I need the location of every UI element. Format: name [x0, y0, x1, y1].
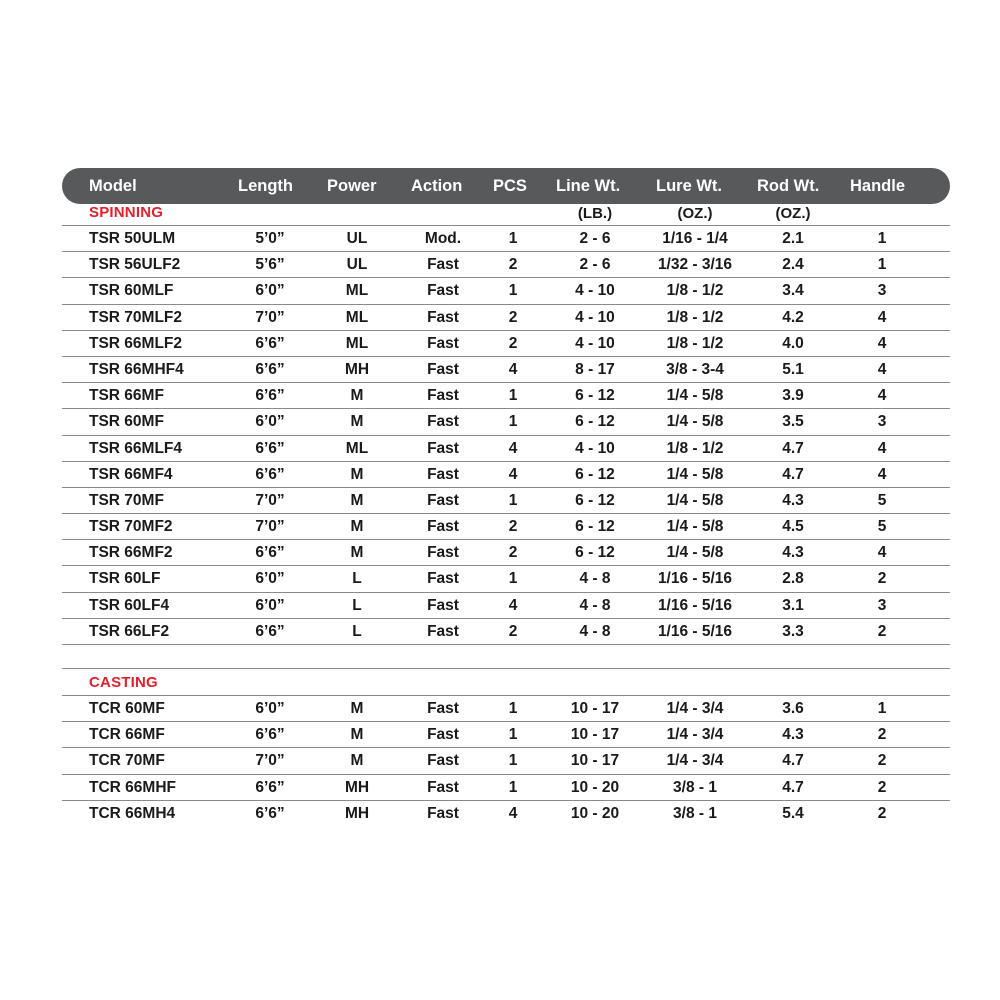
unit-rod-wt: (OZ.) [775, 205, 811, 222]
cell-lure-wt: 1/8 - 1/2 [666, 308, 724, 326]
cell-handle: 1 [877, 256, 887, 274]
cell-lure-wt: 1/4 - 3/4 [666, 726, 724, 744]
cell-pcs: 1 [508, 752, 518, 770]
cell-lure-wt: 1/4 - 5/8 [666, 544, 724, 562]
cell-length: 7’0” [255, 308, 285, 326]
cell-line-wt: 10 - 20 [570, 804, 620, 822]
table-row [62, 514, 950, 540]
cell-handle: 2 [877, 570, 887, 588]
cell-rod-wt: 4.7 [782, 439, 804, 457]
cell-action: Fast [427, 256, 459, 274]
cell-pcs: 1 [508, 230, 518, 247]
cell-rod-wt: 3.3 [782, 622, 804, 640]
cell-power: M [350, 700, 364, 717]
cell-action: Fast [427, 282, 459, 300]
cell-model: TSR 66MF4 [89, 465, 173, 483]
cell-model: TSR 70MF [89, 491, 164, 509]
cell-model: TSR 66MLF4 [89, 439, 183, 457]
cell-rod-wt: 2.4 [782, 256, 804, 274]
cell-length: 6’0” [255, 596, 285, 614]
table-row [62, 488, 950, 514]
cell-action: Fast [427, 700, 459, 717]
cell-length: 6’6” [255, 360, 285, 378]
cell-power: M [350, 518, 364, 536]
cell-rod-wt: 3.1 [782, 596, 804, 614]
cell-pcs: 4 [508, 439, 518, 457]
cell-power: M [350, 752, 364, 770]
cell-pcs: 1 [508, 282, 518, 300]
cell-line-wt: 4 - 10 [575, 439, 615, 457]
cell-pcs: 1 [508, 387, 518, 405]
cell-model: TSR 70MF2 [89, 518, 173, 536]
cell-action: Fast [427, 726, 459, 744]
cell-pcs: 2 [508, 544, 518, 562]
cell-line-wt: 10 - 20 [570, 778, 620, 796]
cell-action: Fast [427, 360, 459, 378]
cell-model: TSR 60LF4 [89, 596, 170, 614]
header-lure-wt: Lure Wt. [656, 177, 722, 195]
cell-power: MH [344, 360, 370, 378]
header-handle: Handle [850, 177, 906, 195]
cell-line-wt: 4 - 8 [579, 570, 611, 588]
cell-rod-wt: 4.3 [782, 544, 804, 562]
cell-lure-wt: 1/8 - 1/2 [666, 334, 724, 352]
cell-model: TCR 66MHF [89, 778, 176, 796]
cell-lure-wt: 1/4 - 5/8 [666, 518, 724, 536]
cell-length: 6’6” [255, 622, 285, 640]
cell-rod-wt: 5.1 [782, 360, 804, 378]
cell-model: TSR 66LF2 [89, 622, 170, 640]
table-row [62, 566, 950, 592]
cell-lure-wt: 1/16 - 5/16 [657, 622, 733, 640]
section-title-casting: CASTING [89, 674, 158, 691]
cell-model: TSR 66MLF2 [89, 334, 183, 352]
cell-line-wt: 4 - 8 [579, 596, 611, 614]
cell-length: 7’0” [255, 518, 285, 536]
cell-rod-wt: 4.7 [782, 778, 804, 796]
cell-pcs: 4 [508, 804, 518, 822]
table-row [62, 540, 950, 566]
cell-line-wt: 2 - 6 [579, 230, 611, 247]
cell-handle: 1 [877, 700, 887, 717]
cell-lure-wt: 1/32 - 3/16 [657, 256, 733, 274]
cell-model: TCR 66MF [89, 726, 165, 744]
header-model: Model [89, 177, 137, 195]
cell-line-wt: 6 - 12 [575, 387, 615, 405]
cell-rod-wt: 3.9 [782, 387, 804, 405]
cell-line-wt: 10 - 17 [570, 752, 620, 770]
cell-lure-wt: 1/8 - 1/2 [666, 282, 724, 300]
table-row [62, 775, 950, 801]
table-row [62, 593, 950, 619]
cell-line-wt: 6 - 12 [575, 544, 615, 562]
cell-action: Fast [427, 622, 459, 640]
table-row [62, 383, 950, 409]
cell-lure-wt: 1/16 - 5/16 [657, 596, 733, 614]
cell-model: TSR 70MLF2 [89, 308, 183, 326]
cell-lure-wt: 1/16 - 1/4 [662, 230, 728, 247]
cell-action: Fast [427, 465, 459, 483]
cell-action: Fast [427, 752, 459, 770]
table-row [62, 226, 950, 252]
cell-lure-wt: 1/16 - 5/16 [657, 570, 733, 588]
cell-power: M [350, 726, 364, 744]
cell-line-wt: 10 - 17 [570, 726, 620, 744]
cell-length: 6’6” [255, 465, 285, 483]
cell-action: Fast [427, 387, 459, 405]
cell-pcs: 1 [508, 726, 518, 744]
table-row [62, 409, 950, 435]
cell-action: Fast [427, 570, 459, 588]
cell-pcs: 1 [508, 413, 518, 431]
cell-line-wt: 6 - 12 [575, 413, 615, 431]
cell-handle: 5 [877, 518, 887, 536]
cell-action: Fast [427, 439, 459, 457]
cell-model: TSR 66MF [89, 387, 164, 405]
cell-pcs: 1 [508, 491, 518, 509]
cell-handle: 2 [877, 804, 887, 822]
cell-line-wt: 6 - 12 [575, 518, 615, 536]
cell-pcs: 4 [508, 360, 518, 378]
cell-length: 7’0” [255, 752, 285, 770]
cell-rod-wt: 5.4 [782, 804, 804, 822]
cell-lure-wt: 1/4 - 5/8 [666, 413, 724, 431]
cell-handle: 4 [877, 387, 887, 405]
cell-lure-wt: 1/4 - 5/8 [666, 491, 724, 509]
cell-length: 6’6” [255, 726, 285, 744]
header-rod-wt: Rod Wt. [757, 177, 820, 195]
cell-lure-wt: 3/8 - 3-4 [666, 360, 724, 378]
cell-lure-wt: 3/8 - 1 [673, 778, 717, 796]
cell-pcs: 2 [508, 334, 518, 352]
cell-action: Mod. [424, 230, 462, 247]
cell-rod-wt: 4.5 [782, 518, 804, 536]
cell-power: L [352, 596, 362, 614]
cell-power: ML [345, 439, 369, 457]
cell-power: ML [345, 308, 369, 326]
cell-action: Fast [427, 544, 459, 562]
cell-power: UL [346, 256, 368, 274]
cell-length: 6’0” [255, 570, 285, 588]
cell-lure-wt: 1/4 - 3/4 [666, 752, 724, 770]
cell-line-wt: 6 - 12 [575, 465, 615, 483]
cell-rod-wt: 4.2 [782, 308, 804, 326]
cell-power: MH [344, 804, 370, 822]
cell-pcs: 2 [508, 308, 518, 326]
cell-pcs: 4 [508, 465, 518, 483]
cell-length: 6’6” [255, 544, 285, 562]
cell-handle: 3 [877, 596, 887, 614]
cell-model: TSR 66MHF4 [89, 360, 184, 378]
cell-handle: 3 [877, 282, 887, 300]
cell-length: 5’0” [255, 230, 285, 247]
cell-rod-wt: 3.4 [782, 282, 804, 300]
header-line-wt: Line Wt. [556, 177, 621, 195]
cell-rod-wt: 4.3 [782, 491, 804, 509]
cell-line-wt: 10 - 17 [570, 700, 620, 717]
cell-line-wt: 4 - 10 [575, 334, 615, 352]
cell-pcs: 1 [508, 700, 518, 717]
cell-model: TSR 66MF2 [89, 544, 173, 562]
cell-handle: 4 [877, 334, 887, 352]
cell-power: M [350, 387, 364, 405]
cell-rod-wt: 2.8 [782, 570, 804, 588]
table-row [62, 252, 950, 278]
cell-length: 5’6” [255, 256, 285, 274]
table-row [62, 801, 950, 827]
cell-model: TSR 60MLF [89, 282, 174, 300]
header-length: Length [238, 177, 293, 195]
cell-length: 6’6” [255, 804, 285, 822]
cell-model: TSR 60MF [89, 413, 164, 431]
cell-pcs: 1 [508, 570, 518, 588]
cell-line-wt: 8 - 17 [575, 360, 615, 378]
cell-pcs: 1 [508, 778, 518, 796]
unit-line-wt: (LB.) [577, 205, 613, 222]
spinning-table [62, 226, 950, 645]
cell-power: L [352, 570, 362, 588]
cell-power: M [350, 491, 364, 509]
table-row [62, 436, 950, 462]
cell-model: TSR 56ULF2 [89, 256, 181, 274]
section-title-spinning: SPINNING [89, 204, 164, 221]
cell-lure-wt: 1/8 - 1/2 [666, 439, 724, 457]
cell-lure-wt: 1/4 - 5/8 [666, 387, 724, 405]
cell-handle: 2 [877, 752, 887, 770]
table-row [62, 619, 950, 645]
table-row [62, 696, 950, 722]
cell-rod-wt: 4.7 [782, 465, 804, 483]
divider [62, 668, 950, 669]
cell-pcs: 2 [508, 256, 518, 274]
cell-handle: 3 [877, 413, 887, 431]
cell-line-wt: 4 - 10 [575, 308, 615, 326]
table-row [62, 462, 950, 488]
cell-rod-wt: 3.6 [782, 700, 804, 717]
cell-power: ML [345, 334, 369, 352]
cell-action: Fast [427, 413, 459, 431]
cell-handle: 2 [877, 726, 887, 744]
cell-model: TSR 50ULM [89, 230, 176, 247]
table-header [62, 168, 950, 204]
cell-action: Fast [427, 491, 459, 509]
cell-rod-wt: 3.5 [782, 413, 804, 431]
cell-pcs: 2 [508, 622, 518, 640]
cell-power: M [350, 544, 364, 562]
cell-rod-wt: 2.1 [782, 230, 804, 247]
cell-handle: 4 [877, 308, 887, 326]
cell-handle: 4 [877, 439, 887, 457]
cell-length: 6’0” [255, 282, 285, 300]
cell-model: TSR 60LF [89, 570, 161, 588]
cell-action: Fast [427, 334, 459, 352]
cell-model: TCR 66MH4 [89, 804, 176, 822]
cell-power: M [350, 413, 364, 431]
cell-rod-wt: 4.0 [782, 334, 804, 352]
table-row [62, 357, 950, 383]
unit-lure-wt: (OZ.) [677, 205, 713, 222]
table-row [62, 722, 950, 748]
cell-line-wt: 4 - 8 [579, 622, 611, 640]
cell-handle: 4 [877, 465, 887, 483]
table-row [62, 748, 950, 774]
cell-length: 6’0” [255, 700, 285, 717]
cell-action: Fast [427, 596, 459, 614]
header-action: Action [411, 177, 463, 195]
cell-power: M [350, 465, 364, 483]
cell-length: 7’0” [255, 491, 285, 509]
cell-power: ML [345, 282, 369, 300]
cell-line-wt: 4 - 10 [575, 282, 615, 300]
cell-action: Fast [427, 308, 459, 326]
cell-model: TCR 60MF [89, 700, 165, 717]
cell-pcs: 4 [508, 596, 518, 614]
cell-model: TCR 70MF [89, 752, 165, 770]
cell-handle: 1 [877, 230, 887, 247]
cell-rod-wt: 4.7 [782, 752, 804, 770]
table-row [62, 331, 950, 357]
cell-action: Fast [427, 778, 459, 796]
cell-power: MH [344, 778, 370, 796]
cell-length: 6’0” [255, 413, 285, 431]
casting-table [62, 696, 950, 827]
cell-action: Fast [427, 518, 459, 536]
table-row [62, 305, 950, 331]
cell-handle: 4 [877, 544, 887, 562]
table-row [62, 278, 950, 304]
cell-pcs: 2 [508, 518, 518, 536]
cell-length: 6’6” [255, 387, 285, 405]
cell-length: 6’6” [255, 334, 285, 352]
cell-power: L [352, 622, 362, 640]
header-pcs: PCS [493, 177, 527, 195]
cell-lure-wt: 1/4 - 3/4 [666, 700, 724, 717]
cell-handle: 2 [877, 622, 887, 640]
cell-lure-wt: 1/4 - 5/8 [666, 465, 724, 483]
cell-action: Fast [427, 804, 459, 822]
cell-handle: 5 [877, 491, 887, 509]
cell-handle: 2 [877, 778, 887, 796]
cell-power: UL [346, 230, 368, 247]
cell-line-wt: 2 - 6 [579, 256, 611, 274]
cell-handle: 4 [877, 360, 887, 378]
header-power: Power [327, 177, 377, 195]
cell-rod-wt: 4.3 [782, 726, 804, 744]
cell-lure-wt: 3/8 - 1 [673, 804, 717, 822]
cell-line-wt: 6 - 12 [575, 491, 615, 509]
cell-length: 6’6” [255, 439, 285, 457]
cell-length: 6’6” [255, 778, 285, 796]
